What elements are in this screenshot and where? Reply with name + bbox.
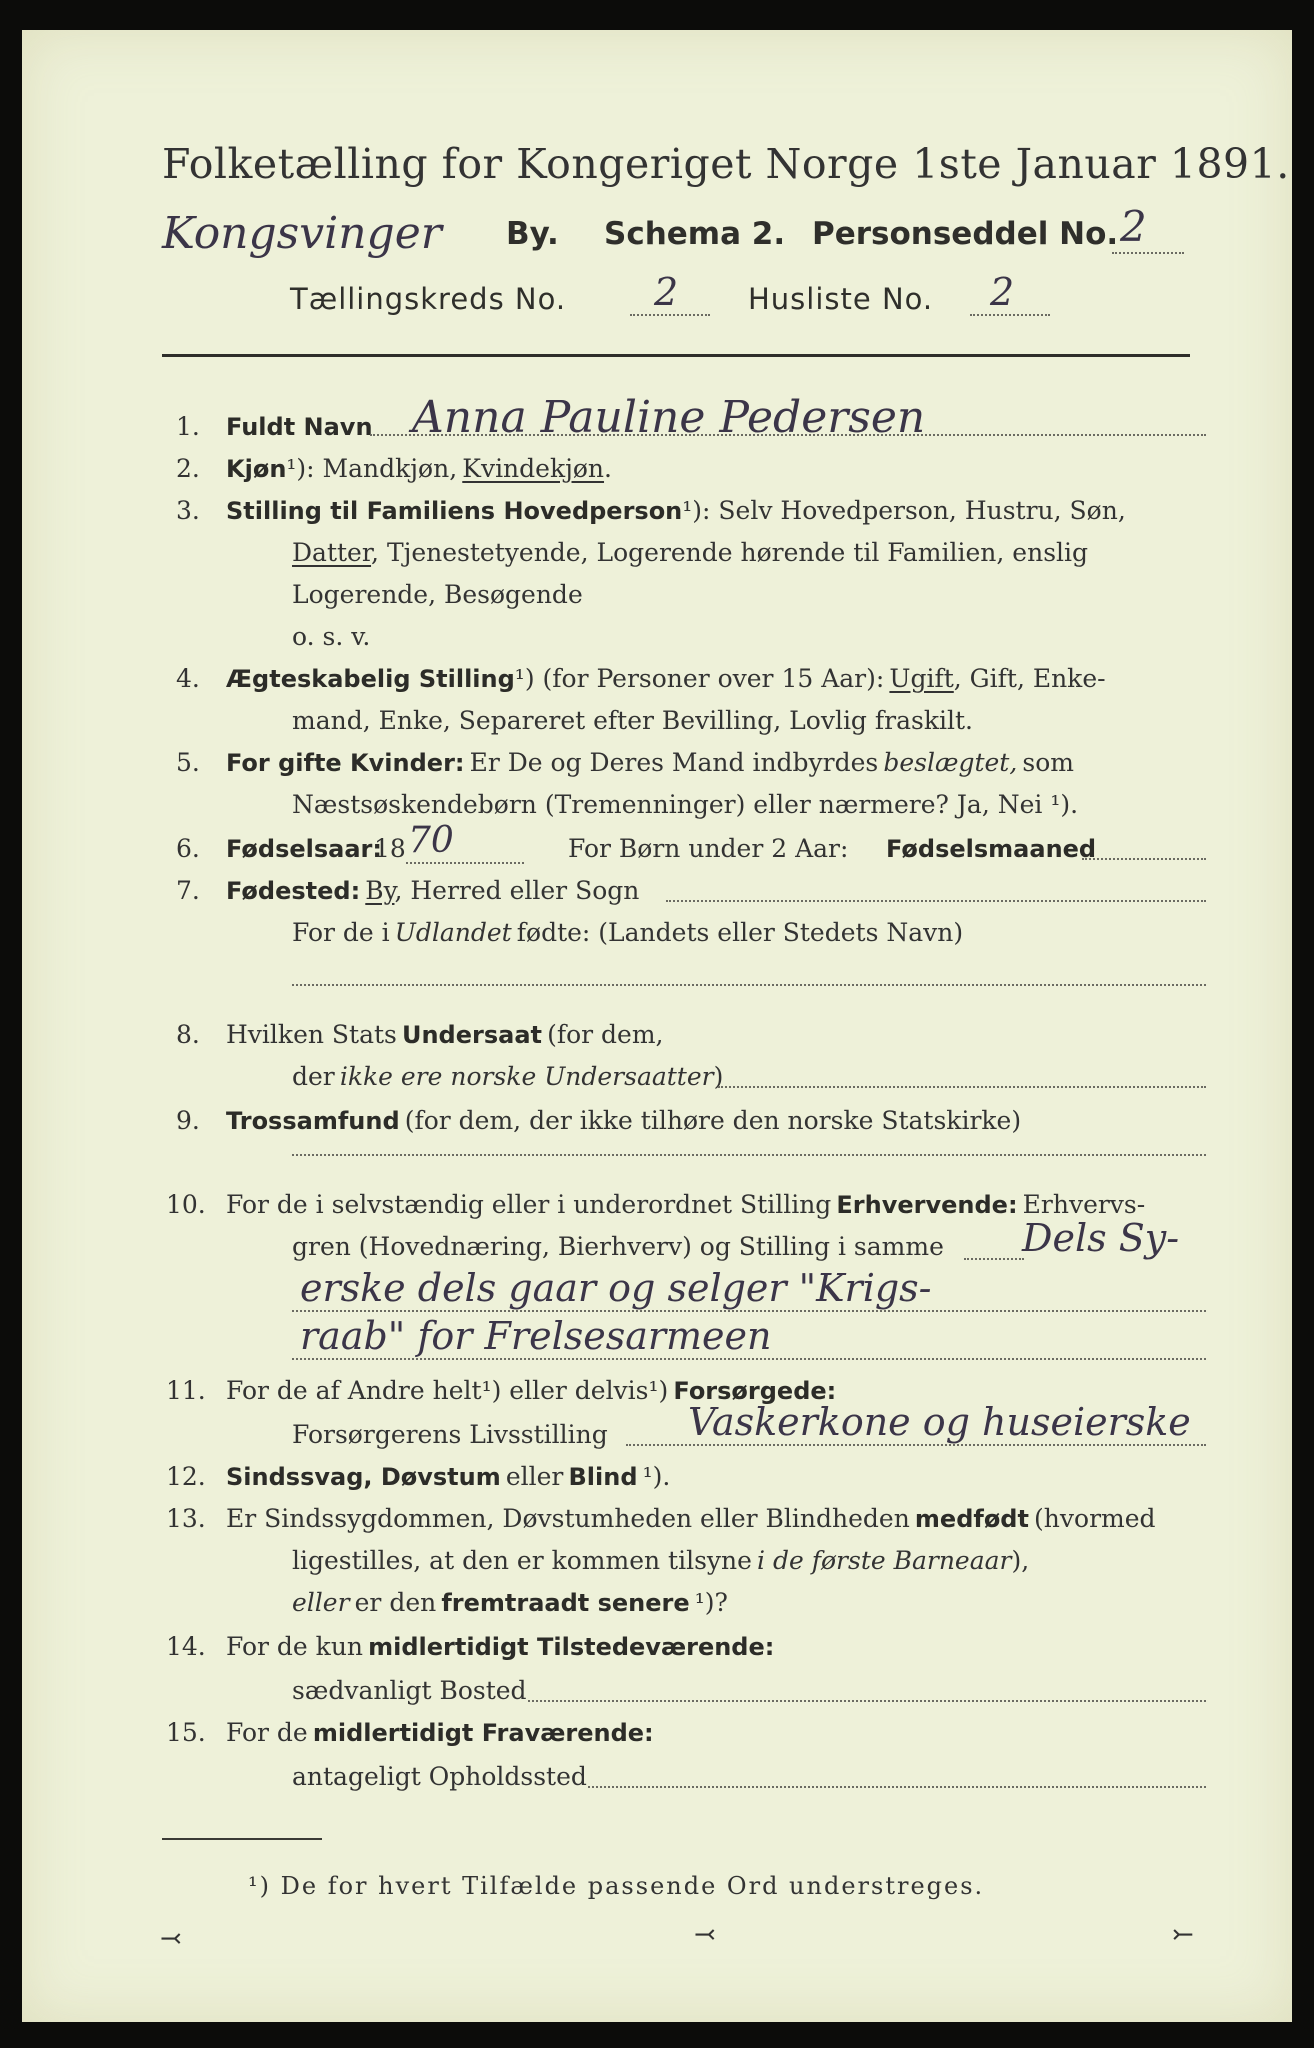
question-label: fremtraadt senere	[441, 1589, 690, 1617]
question-label: Forsørgede:	[673, 1377, 837, 1405]
footnote-rule	[162, 1838, 322, 1840]
question-text: ikke ere norske Undersaatter	[339, 1062, 714, 1091]
question-text: antageligt Opholdssted	[292, 1762, 587, 1791]
item-number: 14.	[166, 1632, 206, 1661]
husliste-dotted-line	[970, 314, 1050, 316]
item-number: 1.	[176, 412, 200, 441]
answer-line	[626, 1444, 1206, 1446]
question-text: 18	[374, 834, 406, 863]
question-text: som	[1022, 748, 1074, 777]
question-row	[292, 918, 963, 947]
answer-line	[666, 900, 1206, 902]
question-text: eller	[505, 1462, 564, 1491]
question-label: Kjøn	[226, 455, 287, 483]
item-number: 6.	[176, 834, 200, 863]
kreds-dotted-line	[630, 314, 710, 316]
question-label: Fuldt Navn	[226, 413, 373, 441]
item-number: 3.	[176, 496, 200, 525]
question-text: For de kun	[226, 1632, 364, 1661]
question-text: , Herred eller Sogn	[394, 876, 640, 905]
question-text: i de første Barneaar	[757, 1546, 1012, 1575]
question-text: )	[713, 1062, 724, 1091]
question-label: Trossamfund	[226, 1107, 400, 1135]
question-text: Logerende, Besøgende	[292, 580, 583, 609]
question-row	[226, 1020, 663, 1049]
question-label: midlertidigt Tilstedeværende:	[368, 1633, 775, 1661]
by-label: By.	[506, 216, 559, 252]
registration-mark-left: ⤙	[160, 1924, 182, 1954]
question-text: ¹).	[642, 1462, 671, 1491]
husliste-label: Husliste No.	[748, 282, 934, 316]
question-text: ligestilles, at den er kommen tilsyne	[292, 1546, 752, 1575]
question-label: Fødselsaar:	[226, 835, 382, 863]
item-number: 4.	[176, 664, 200, 693]
item-number: 11.	[166, 1376, 206, 1405]
question-text: eller	[292, 1588, 350, 1617]
question-text: (for dem,	[547, 1020, 664, 1049]
question-text: Udlandet	[394, 918, 512, 947]
question-row	[226, 664, 1106, 693]
question-row	[226, 1190, 1145, 1219]
answer-line	[406, 862, 524, 864]
schema-label: Schema 2.	[604, 216, 786, 252]
question-label: Fødselsmaaned	[886, 835, 1097, 863]
question-label: midlertidigt Fraværende:	[312, 1719, 654, 1747]
question-text: Erhvervs-	[1022, 1190, 1146, 1219]
question-label: Stilling til Familiens Hovedperson	[226, 497, 683, 525]
question-row	[292, 538, 1088, 567]
item-number: 10.	[166, 1190, 206, 1219]
answer-line	[292, 1154, 1206, 1156]
question-row	[226, 1718, 654, 1747]
personseddel-dotted-line	[1112, 252, 1184, 254]
answer-line	[1082, 858, 1206, 860]
personseddel-label: Personseddel No.	[812, 216, 1119, 252]
registration-mark-right: ⤚	[1172, 1920, 1194, 1950]
item-number: 8.	[176, 1020, 200, 1049]
question-label: Undersaat	[401, 1021, 542, 1049]
question-label: Blind	[568, 1463, 638, 1491]
question-row	[226, 1106, 1021, 1135]
answer-birth-year: 70	[408, 820, 454, 861]
kreds-number: 2	[654, 270, 679, 314]
answer-line	[718, 1086, 1206, 1088]
question-row	[292, 1062, 723, 1091]
item-number: 12.	[166, 1462, 206, 1491]
question-text: ),	[1011, 1546, 1030, 1575]
question-text: Hvilken Stats	[226, 1020, 397, 1049]
question-label: medfødt	[914, 1505, 1029, 1533]
question-row	[226, 876, 639, 905]
census-form-sheet	[22, 30, 1292, 2022]
question-row	[226, 748, 1074, 777]
question-text: Er Sindssygdommen, Døvstumheden eller Blindheden	[226, 1504, 910, 1533]
registration-mark-center: ⤙	[694, 1920, 716, 1950]
question-text: ¹) (for Personer over 15 Aar):	[514, 664, 885, 693]
question-text: ¹)?	[694, 1588, 728, 1617]
answer-line	[292, 1310, 1206, 1312]
question-label: Fødested:	[226, 877, 361, 905]
answer-supporter-occupation: Vaskerkone og huseierske	[688, 1400, 1191, 1444]
town-handwritten: Kongsvinger	[162, 208, 442, 259]
item-number: 9.	[176, 1106, 200, 1135]
question-text: ¹): Mandkjøn,	[286, 454, 458, 483]
question-text: For de af Andre helt¹) eller delvis¹)	[226, 1376, 669, 1405]
question-label: For gifte Kvinder:	[226, 749, 465, 777]
answer-line	[964, 1258, 1024, 1260]
answer-occupation-line3: raab" for Frelsesarmeen	[300, 1314, 772, 1358]
selected-option: Datter	[292, 538, 372, 567]
question-text: er den	[354, 1588, 437, 1617]
answer-line	[292, 984, 1206, 986]
answer-line	[528, 1700, 1206, 1702]
question-text: For Børn under 2 Aar:	[568, 834, 849, 863]
selected-option: By	[365, 876, 395, 905]
kreds-label: Tællingskreds No.	[290, 282, 567, 316]
selected-option: Ugift	[889, 664, 954, 693]
question-text: gren (Hovednæring, Bierhverv) og Stilling i samme	[292, 1232, 944, 1261]
question-text: beslægtet,	[883, 748, 1018, 777]
husliste-number: 2	[990, 270, 1015, 314]
footnote: ¹) De for hvert Tilfælde passende Ord understreges.	[248, 1872, 985, 1900]
question-text: For de i	[292, 918, 390, 947]
question-text: , Tjenestetyende, Logerende hørende til Familien, enslig	[371, 538, 1089, 567]
question-row	[226, 1504, 1156, 1533]
item-number: 13.	[166, 1504, 206, 1533]
answer-occupation-line1: Dels Sy-	[1022, 1216, 1180, 1260]
question-text: ¹): Selv Hovedperson, Hustru, Søn,	[682, 496, 1126, 525]
question-text: Forsørgerens Livsstilling	[292, 1420, 608, 1449]
question-label: Ægteskabelig Stilling	[226, 665, 515, 693]
answer-full-name: Anna Pauline Pedersen	[412, 392, 926, 443]
selected-option: Kvindekjøn	[462, 454, 605, 483]
question-text: For de i selvstændig eller i underordnet Stilling	[226, 1190, 832, 1219]
question-text: Næstsøskendebørn (Tremenninger) eller nærmere? Ja, Nei ¹).	[292, 790, 1079, 819]
question-row	[226, 1632, 774, 1661]
question-row	[226, 496, 1126, 525]
personseddel-number: 2	[1120, 202, 1147, 251]
question-label: Erhvervende:	[836, 1191, 1018, 1219]
item-number: 15.	[166, 1718, 206, 1747]
question-text: mand, Enke, Separeret efter Bevilling, Lovlig fraskilt.	[292, 706, 973, 735]
question-text: der	[292, 1062, 335, 1091]
question-text: , Gift, Enke-	[953, 664, 1106, 693]
question-row	[292, 1588, 728, 1617]
question-text: Er De og Deres Mand indbyrdes	[469, 748, 879, 777]
question-label: Sindssvag, Døvstum	[226, 1463, 501, 1491]
item-number: 7.	[176, 876, 200, 905]
item-number: 5.	[176, 748, 200, 777]
question-text: fødte: (Landets eller Stedets Navn)	[516, 918, 964, 947]
question-text: (hvormed	[1034, 1504, 1156, 1533]
question-text: (for dem, der ikke tilhøre den norske Statskirke)	[404, 1106, 1022, 1135]
header-rule	[162, 354, 1190, 357]
item-number: 2.	[176, 454, 200, 483]
question-text: For de	[226, 1718, 308, 1747]
answer-occupation-line2: erske dels gaar og selger "Krigs-	[300, 1266, 932, 1310]
question-row	[226, 1462, 670, 1491]
question-row: Kjøn¹): Mandkjøn, Kvindekjøn.	[226, 454, 612, 483]
answer-line	[292, 1358, 1206, 1360]
form-title: Folketælling for Kongeriget Norge 1ste Januar 1891.	[162, 140, 1290, 188]
question-row	[292, 1546, 1029, 1575]
question-text: sædvanligt Bosted	[292, 1676, 527, 1705]
answer-line	[588, 1786, 1206, 1788]
question-text: o. s. v.	[292, 622, 371, 651]
